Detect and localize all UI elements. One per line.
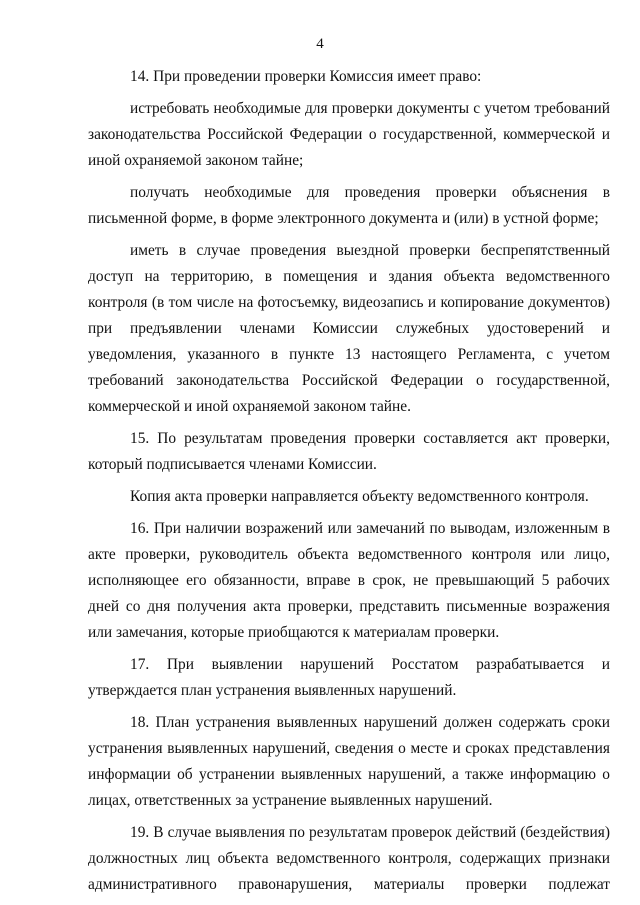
- paragraph-16: 16. При наличии возражений или замечаний по выводам, изложенным в акте проверки, руководитель объекта ведомственного контроля или лицо, исполняющее его обязанности, вправе в срок, не превышающий 5 рабочих дней со дня получения акта проверки, представить письменные возражения или замечания, которые приобщаются к материалам проверки.: [88, 520, 610, 641]
- paragraph-15-copy: Копия акта проверки направляется объекту ведомственного контроля.: [130, 488, 589, 505]
- paragraph-14: 14. При проведении проверки Комиссия имеет право:: [130, 68, 482, 85]
- paragraph-17: 17. При выявлении нарушений Росстатом разрабатывается и утверждается план устранения выявленных нарушений.: [88, 656, 610, 699]
- paragraph-14-item-access: иметь в случае проведения выездной проверки беспрепятственный доступ на территорию, в помещения и здания объекта ведомственного контроля (в том числе на фотосъемку, видеозапись и копирование документов) при предъявлении членами Комиссии служебных удостоверений и уведомления, указанного в пункте 13 настоящего Регламента, с учетом требований законодательства Российской Федерации о государственной, коммерческой и иной охраняемой законом тайне.: [88, 242, 610, 415]
- paragraph-14-item-explanations: получать необходимые для проведения проверки объяснения в письменной форме, в форме электронного документа и (или) в устной форме;: [88, 184, 610, 227]
- paragraph-18: 18. План устранения выявленных нарушений должен содержать сроки устранения выявленных нарушений, сведения о месте и сроках представления информации об устранении выявленных нарушений, а также информацию о лицах, ответственных за устранение выявленных нарушений.: [88, 714, 610, 809]
- paragraph-19: 19. В случае выявления по результатам проверок действий (бездействия) должностных лиц объекта ведомственного контроля, содержащих признаки административного правонарушения, материалы проверки подлежат: [88, 824, 610, 893]
- page-number: 4: [316, 36, 324, 52]
- paragraph-15: 15. По результатам проведения проверки составляется акт проверки, который подписывается членами Комиссии.: [88, 430, 610, 473]
- document-body: [88, 64, 610, 904]
- paragraph-14-item-documents: истребовать необходимые для проверки документы с учетом требований законодательства Российской Федерации о государственной, коммерческой и иной охраняемой законом тайне;: [88, 100, 610, 169]
